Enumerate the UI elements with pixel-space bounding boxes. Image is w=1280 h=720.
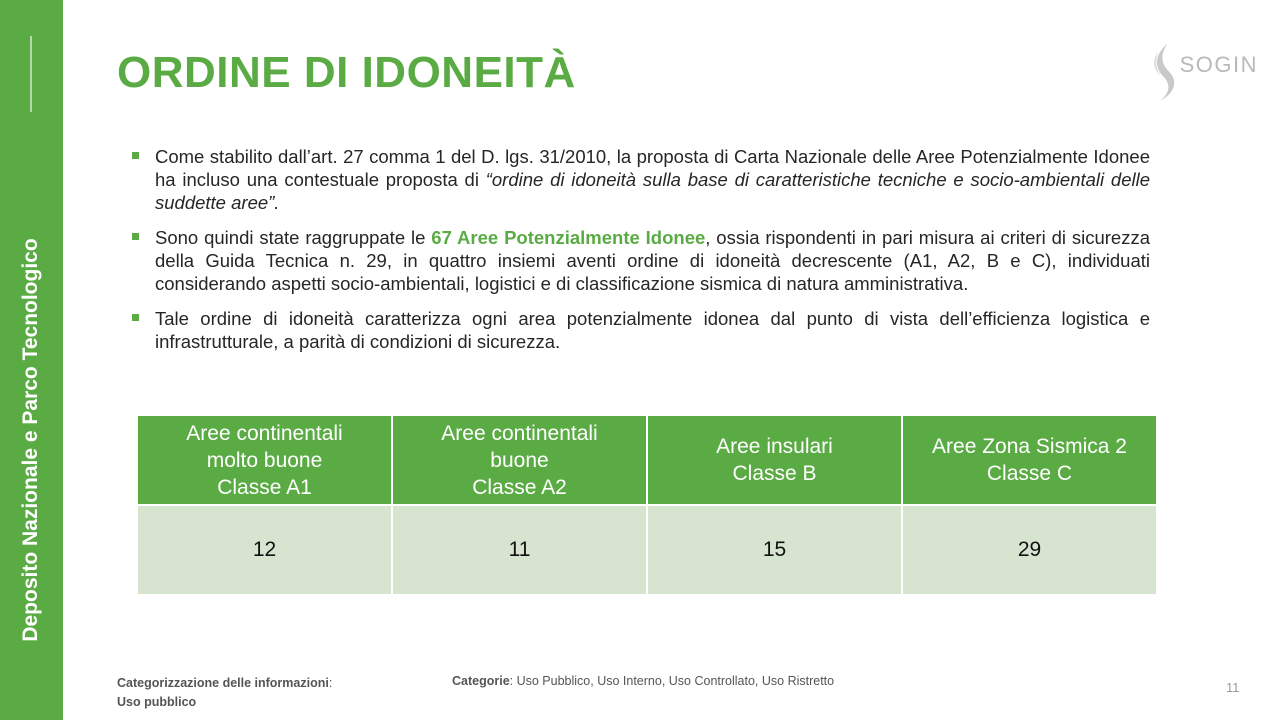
sidebar-divider	[30, 36, 32, 112]
footer-categories-value: Uso Pubblico, Uso Interno, Uso Controllato, Uso Ristretto	[516, 674, 835, 688]
slide-title: ORDINE DI IDONEITÀ	[117, 48, 576, 97]
value-classe-c: 29	[902, 505, 1157, 595]
header-line: molto buone	[206, 448, 323, 472]
header-line: Aree insulari	[716, 435, 833, 458]
header-line: Aree continentali	[441, 421, 598, 445]
value-classe-a2: 11	[392, 505, 647, 595]
bullet-item	[130, 145, 1150, 214]
footer-cat-label: Categorizzazione delle informazioni	[117, 676, 329, 690]
header-classe-a2	[392, 415, 647, 505]
header-line: Classe A1	[217, 475, 312, 499]
bullet-square-icon	[132, 314, 139, 321]
sidebar	[0, 0, 63, 720]
logo-text: SOGIN	[1179, 52, 1258, 77]
header-classe-a1	[137, 415, 392, 505]
header-line: Classe B	[732, 462, 817, 485]
value-classe-a1: 12	[137, 505, 392, 595]
bullet-text-part: Tale ordine di idoneità caratterizza ogni area potenzialmente idonea dal punto di vista dell’efficienza logistica e infrastrutturale, a parità di condizioni di sicurezza.	[155, 308, 1150, 352]
header-line: Aree Zona Sismica 2	[932, 435, 1127, 458]
bullet-item	[130, 226, 1150, 295]
footer-categories-label: Categorie	[452, 674, 510, 688]
sogin-logo	[1148, 38, 1258, 108]
table-row	[137, 505, 1157, 595]
bullet-text-part: Sono quindi state raggruppate le	[155, 227, 432, 248]
bullet-text	[155, 226, 1150, 295]
bullet-square-icon	[132, 233, 139, 240]
page-number: 11	[1226, 680, 1240, 695]
sogin-flame-icon	[1148, 38, 1184, 106]
header-line: Classe C	[986, 462, 1073, 485]
table-header-row	[137, 415, 1157, 505]
footer-categorization: Categorizzazione delle informazioni: Uso pubblico	[117, 676, 333, 709]
value-classe-b: 15	[647, 505, 902, 595]
footer-categories: Categorie: Uso Pubblico, Uso Interno, Uso Controllato, Uso Ristretto	[452, 674, 835, 688]
bullet-text	[155, 307, 1150, 353]
bullet-list	[130, 145, 1150, 365]
bullet-highlight: 67 Aree Potenzialmente Idonee	[431, 227, 706, 248]
header-line: Classe A2	[472, 475, 567, 499]
bullet-item	[130, 307, 1150, 353]
bullet-square-icon	[132, 152, 139, 159]
bullet-quote: “ordine di idoneità sulla base di caratteristiche tecniche e socio-ambientali delle suddette aree”.	[155, 169, 1150, 213]
header-line: buone	[490, 448, 549, 472]
bullet-text-part: Come stabilito dall’art. 27 comma 1 del D. lgs. 31/2010, la proposta di Carta Nazionale delle Aree Potenzialmente Idonee ha incluso una contestuale proposta di	[155, 146, 1150, 190]
footer-cat-value: Uso pubblico	[117, 695, 197, 709]
sidebar-title: Deposito Nazionale e Parco Tecnologico	[19, 238, 42, 642]
bullet-text-part: , ossia rispondenti in pari misura ai criteri di sicurezza della Guida Tecnica n. 29, in quattro insiemi aventi ordine di idoneità decrescente (A1, A2, B e C), individuati considerando aspetti socio-ambientali, logistici e di classificazione sismica di natura amministrativa.	[155, 227, 1150, 294]
header-classe-b	[647, 415, 902, 505]
header-classe-c	[902, 415, 1157, 505]
idoneity-table	[136, 414, 1158, 596]
header-line: Aree continentali	[186, 421, 343, 445]
bullet-text	[155, 145, 1150, 214]
